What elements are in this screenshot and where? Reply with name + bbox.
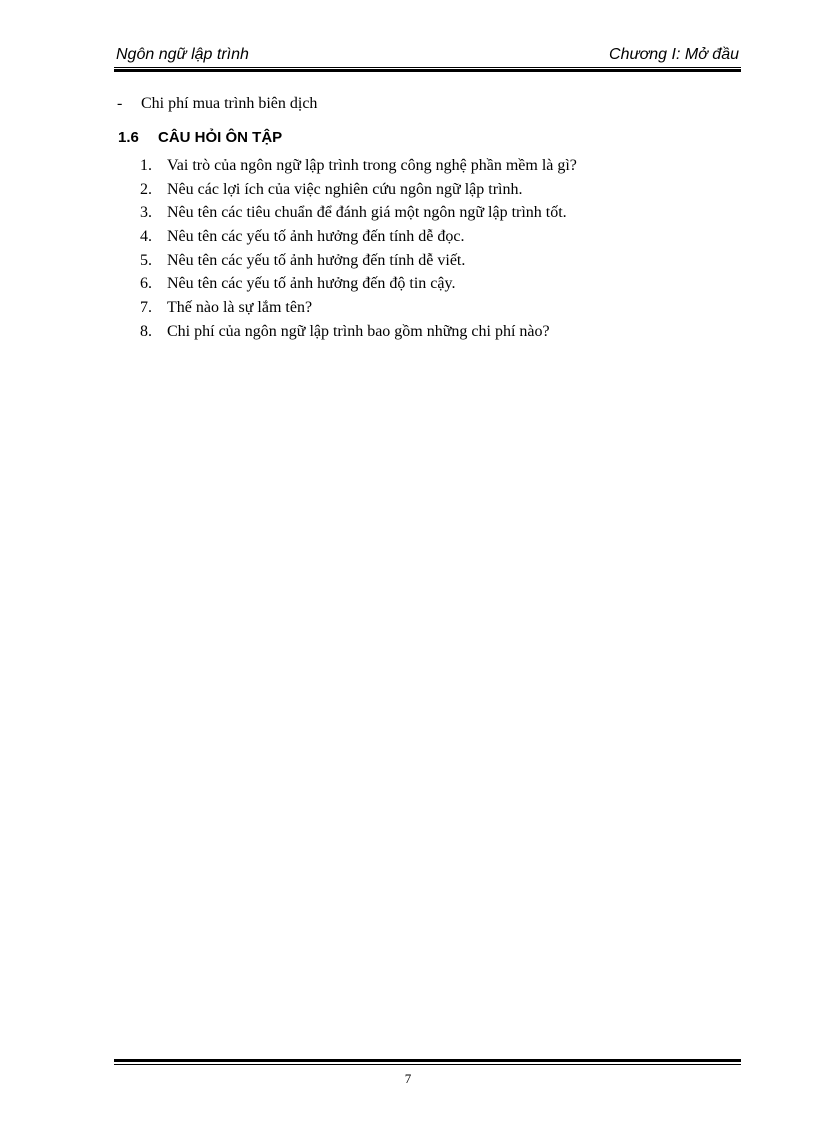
question-text: Nêu các lợi ích của việc nghiên cứu ngôn ngữ lập trình.: [167, 180, 523, 198]
question-text: Nêu tên các yếu tố ảnh hưởng đến tính dễ viết.: [167, 251, 466, 269]
question-number: 1.: [140, 157, 152, 174]
page-number: 7: [404, 1071, 412, 1086]
question-text: Thế nào là sự lắm tên?: [167, 299, 313, 317]
bullet-text: Chi phí mua trình biên dịch: [141, 95, 318, 112]
header-rule-thin: [114, 67, 741, 68]
bullet-marker: -: [117, 95, 123, 112]
question-number: 3.: [140, 204, 152, 222]
question-number: 4.: [140, 228, 152, 246]
question-text: Chi phí của ngôn ngữ lập trình bao gồm những chi phí nào?: [167, 322, 550, 340]
header-rule-thick: [114, 69, 741, 72]
header-book-title: Ngôn ngữ lập trình: [116, 46, 249, 63]
question-number: 5.: [140, 251, 152, 269]
question-number: 2.: [140, 180, 152, 198]
question-text: Nêu tên các yếu tố ảnh hưởng đến tính dễ đọc.: [167, 228, 465, 246]
header-chapter-title: Chương I: Mở đầu: [609, 46, 739, 63]
question-number: 7.: [140, 299, 152, 317]
section-number: 1.6: [118, 129, 139, 146]
section-title: CÂU HỎI ÔN TẬP: [158, 129, 283, 146]
question-text: Vai trò của ngôn ngữ lập trình trong công nghệ phần mềm là gì?: [167, 157, 577, 174]
footer-rule-thick: [114, 1059, 741, 1062]
question-number: 8.: [140, 322, 152, 340]
question-text: Nêu tên các yếu tố ảnh hưởng đến độ tin cậy.: [167, 275, 456, 293]
question-number: 6.: [140, 275, 152, 293]
footer-rule-thin: [114, 1064, 741, 1065]
question-text: Nêu tên các tiêu chuẩn để đánh giá một ngôn ngữ lập trình tốt.: [167, 204, 567, 222]
page-header: [114, 44, 741, 66]
